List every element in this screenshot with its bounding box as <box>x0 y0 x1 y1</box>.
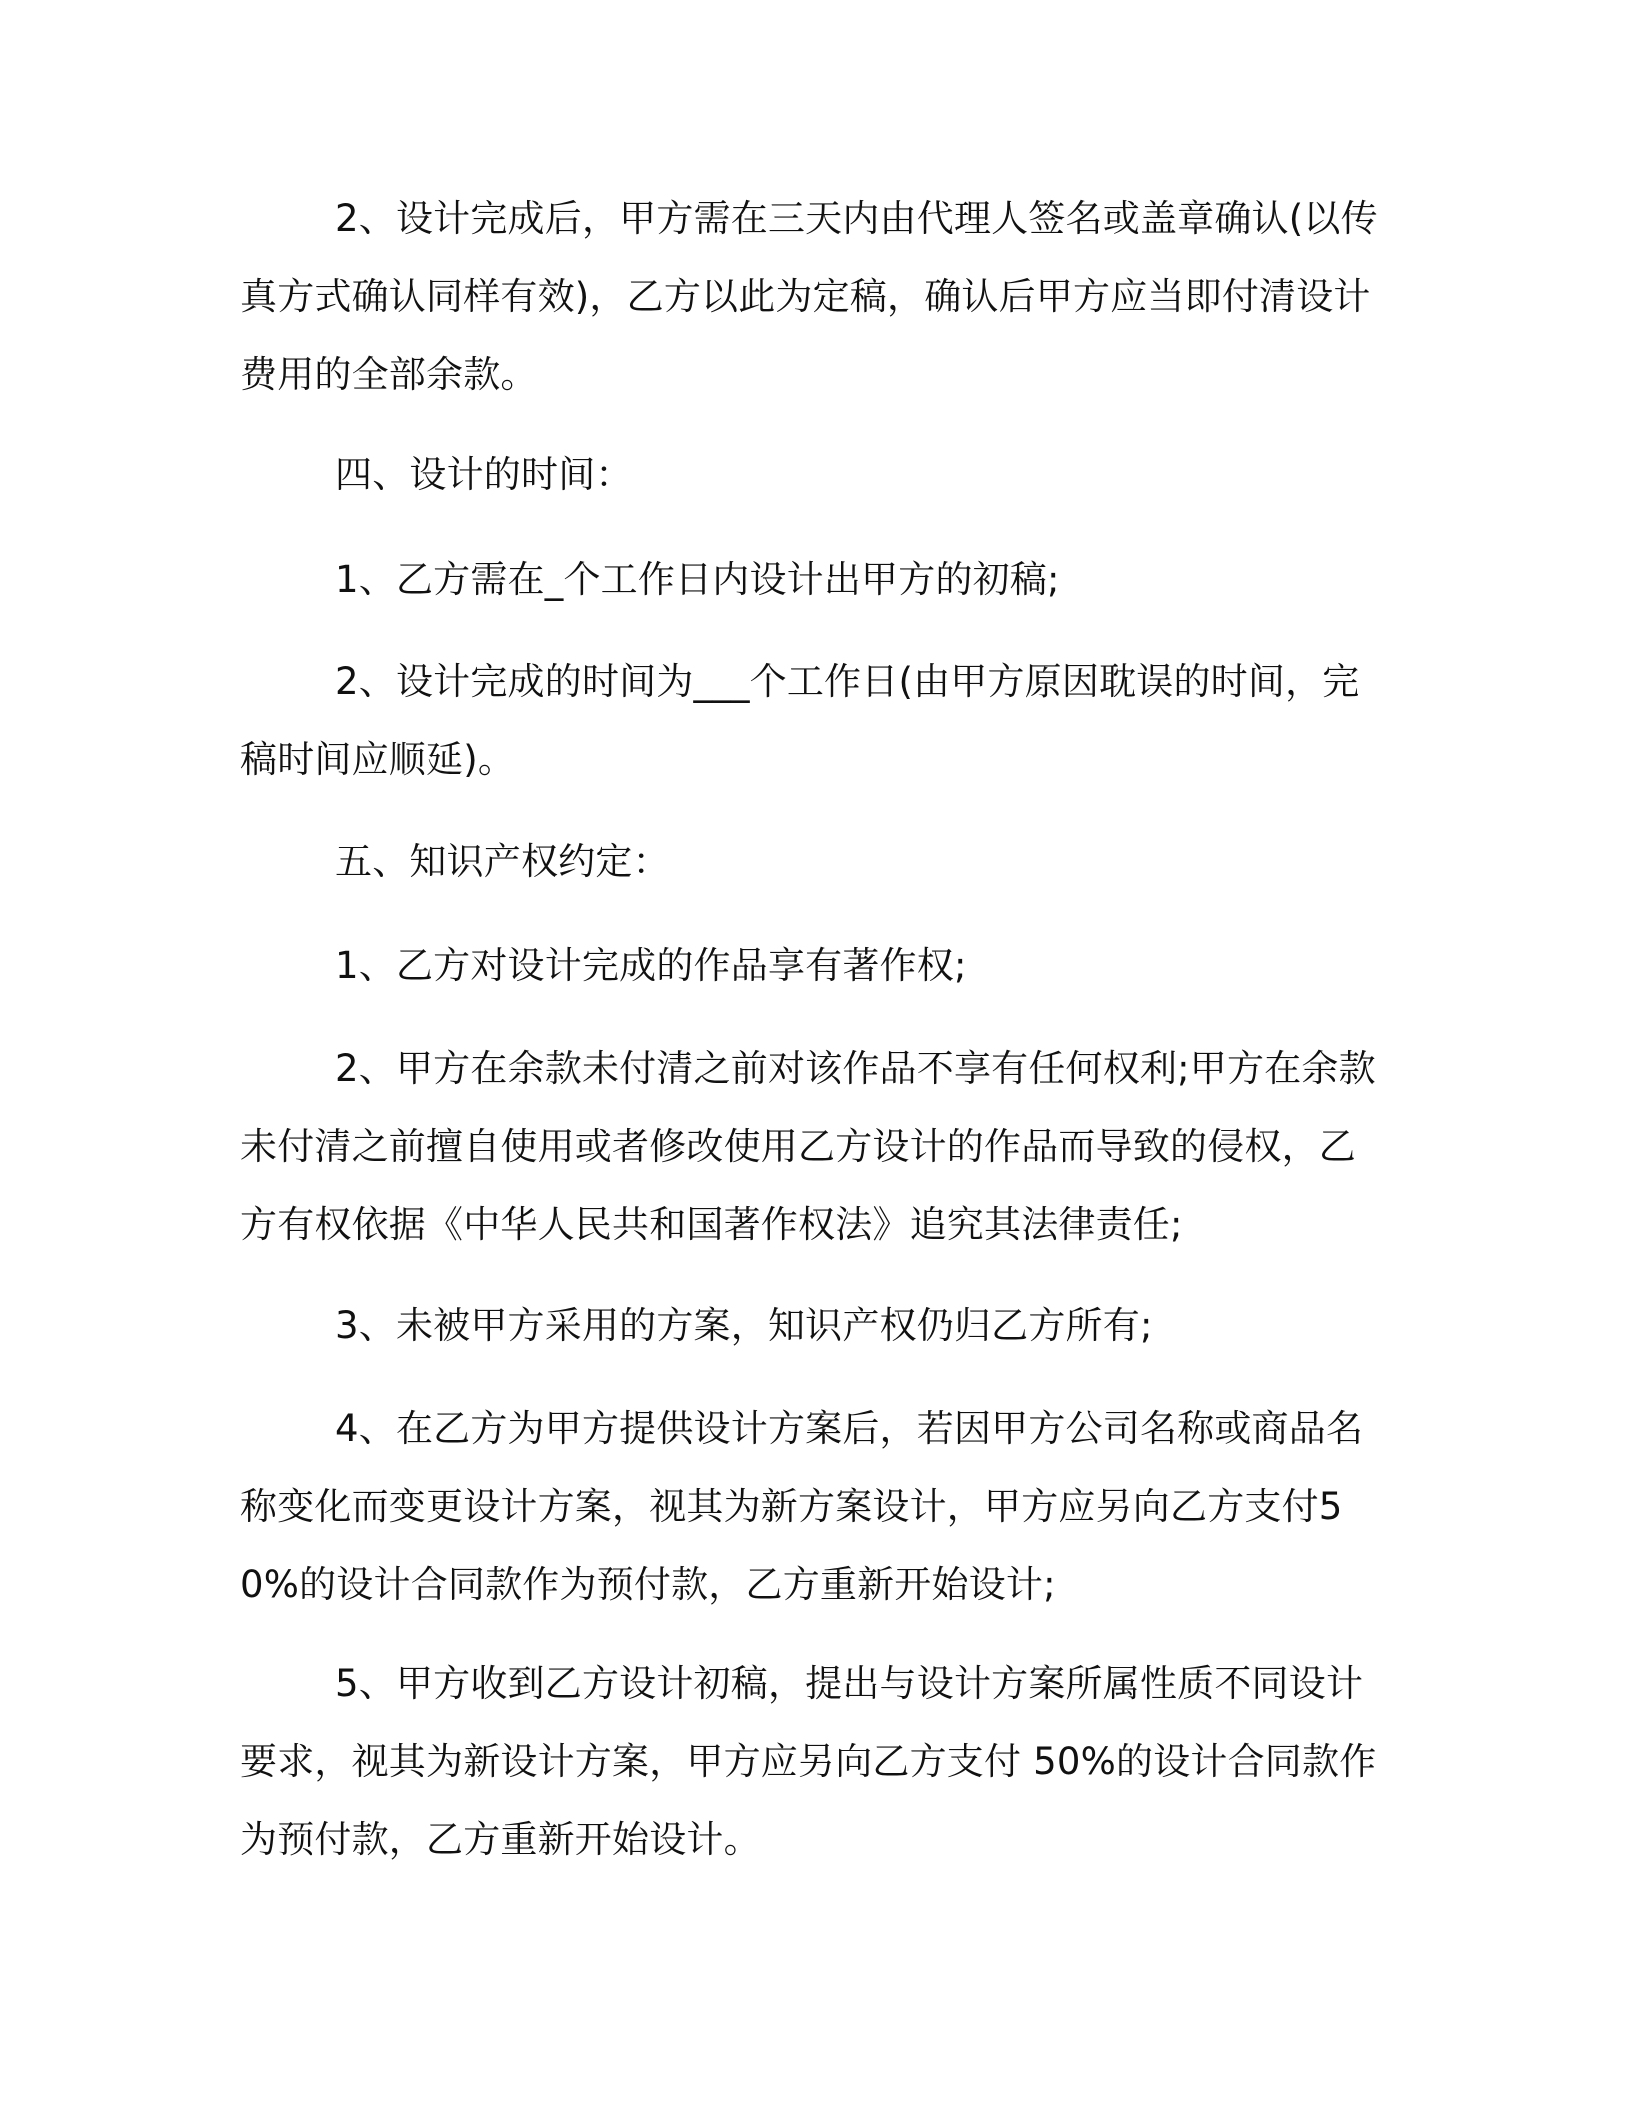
section-heading-ip: 五、知识产权约定： <box>335 840 670 883</box>
paragraph-copyright: 1、乙方对设计完成的作品享有著作权; <box>335 944 967 987</box>
paragraph-rights-before-payment: 2、甲方在余款未付清之前对该作品不享有任何权利;甲方在余款未付清之前擅自使用或者修改使用乙方设计的作品而导致的侵权，乙方有权依据《中华人民共和国著作权法》追究其法律责任; <box>240 1047 1376 1246</box>
paragraph-unused-proposals: 3、未被甲方采用的方案，知识产权仍归乙方所有; <box>335 1304 1153 1347</box>
paragraph-confirmation: 2、设计完成后，甲方需在三天内由代理人签名或盖章确认(以传真方式确认同样有效)，乙方以此为定稿，确认后甲方应当即付清设计费用的全部余款。 <box>240 197 1378 396</box>
paragraph-different-requirements: 5、甲方收到乙方设计初稿，提出与设计方案所属性质不同设计要求，视其为新设计方案，甲方应另向乙方支付 50%的设计合同款作为预付款，乙方重新开始设计。 <box>240 1662 1377 1861</box>
section-heading-design-time: 四、设计的时间： <box>335 453 633 496</box>
paragraph-completion-time: 2、设计完成的时间为___个工作日(由甲方原因耽误的时间，完稿时间应顺延)。 <box>240 660 1360 781</box>
paragraph-first-draft: 1、乙方需在_个工作日内设计出甲方的初稿; <box>335 558 1060 601</box>
paragraph-name-change: 4、在乙方为甲方提供设计方案后，若因甲方公司名称或商品名称变化而变更设计方案，视其为新方案设计，甲方应另向乙方支付50%的设计合同款作为预付款，乙方重新开始设计; <box>240 1407 1364 1606</box>
